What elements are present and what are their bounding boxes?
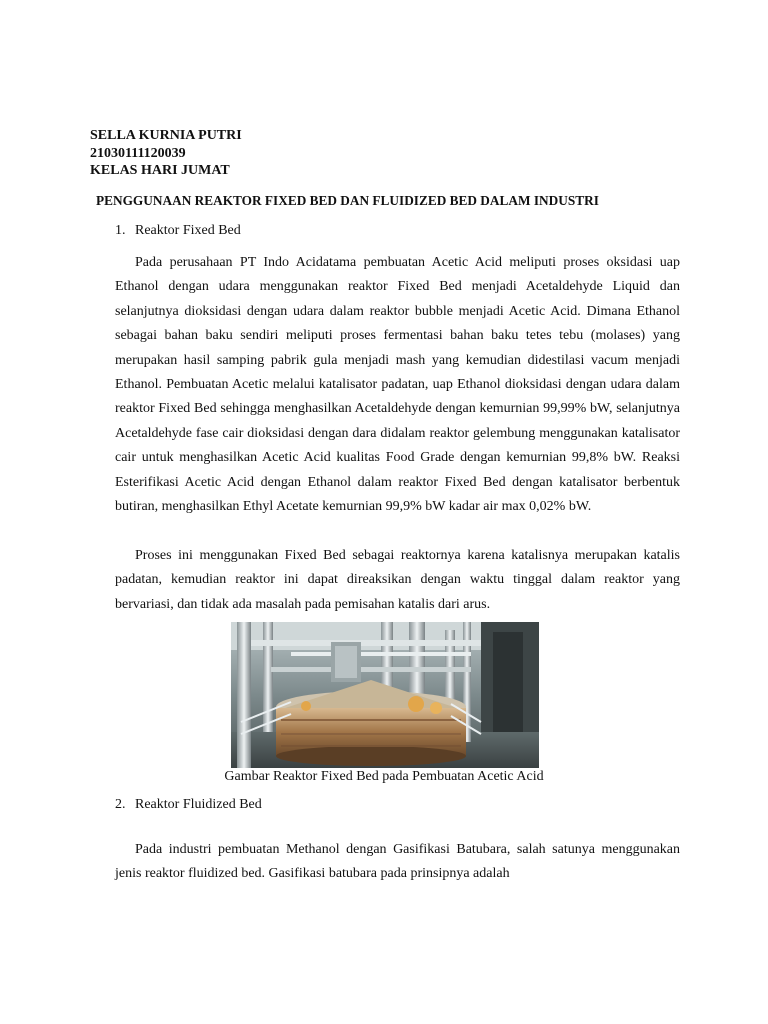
author-class: KELAS HARI JUMAT	[90, 163, 230, 178]
section-2-paragraph-1: Pada industri pembuatan Methanol dengan Gasifikasi Batubara, salah satunya menggunakan jenis reaktor fluidized bed. Gasifikasi batubara pada prinsipnya adalah	[115, 842, 680, 882]
photo-caption: Gambar Reaktor Fixed Bed pada Pembuatan Acetic Acid	[224, 769, 544, 784]
section-1-number: 1.	[115, 223, 126, 238]
fixed-bed-reactor-photo	[231, 622, 539, 768]
section-1-paragraph-2: Proses ini menggunakan Fixed Bed sebagai reaktornya karena katalisnya merupakan katalis padatan, kemudian reaktor ini dapat direaksikan dengan waktu tinggal dalam reaktor yang bervariasi, dan tidak ada masalah pada pemisahan katalis dari arus.	[115, 548, 680, 612]
section-1-heading	[115, 223, 241, 239]
section-1-paragraph-1: Pada perusahaan PT Indo Acidatama pembuatan Acetic Acid meliputi proses oksidasi uap Ethanol dengan udara menggunakan reaktor Fixed Bed menjadi Acetaldehyde Liquid dan selanjutnya dioksidasi dengan udara dalam reaktor bubble menjadi Acetic Acid. Dimana Ethanol sebagai bahan baku sendiri meliputi proses fermentasi bahan baku tetes tebu (molases) yang merupakan hasil samping pabrik gula menjadi mash yang kemudian didestilasi vacum menjadi Ethanol. Pembuatan Acetic melalui katalisator padatan, uap Ethanol dioksidasi dengan udara dalam reaktor Fixed Bed sehingga menghasilkan Acetaldehyde dengan kemurnian 99,99% bW, selanjutnya Acetaldehyde fase cair dioksidasi dengan dara didalam reaktor gelembung menggunakan katalisator cair untuk menghasilkan Acetic Acid kualitas Food Grade dengan kemurnian 99,8% bW. Reaksi Esterifikasi Acetic Acid dengan Ethanol dalam reaktor Fixed Bed dengan katalisator berbentuk butiran, menghasilkan Ethyl Acetate kemurnian 99,9% bW kadar air max 0,02% bW.	[115, 255, 680, 515]
section-1-title: Reaktor Fixed Bed	[135, 223, 241, 238]
section-2-title: Reaktor Fluidized Bed	[135, 797, 262, 812]
section-2-number: 2.	[115, 797, 126, 812]
author-id: 21030111120039	[90, 145, 186, 161]
reactor-photo-illustration	[231, 622, 539, 768]
author-block	[90, 127, 242, 180]
author-name: SELLA KURNIA PUTRI	[90, 128, 242, 143]
document-title: PENGGUNAAN REAKTOR FIXED BED DAN FLUIDIZED BED DALAM INDUSTRI	[96, 193, 599, 208]
section-2-heading	[115, 797, 262, 813]
